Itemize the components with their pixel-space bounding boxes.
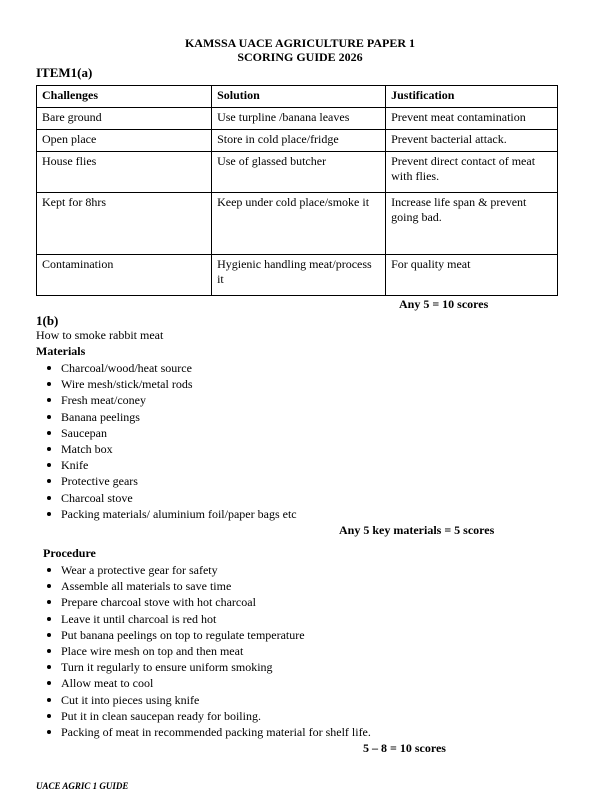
- table-cell: Increase life span & prevent going bad.: [386, 193, 558, 255]
- table-cell: Contamination: [37, 255, 212, 296]
- item-1a-score: Any 5 = 10 scores: [399, 297, 489, 311]
- table-cell: Kept for 8hrs: [37, 193, 212, 255]
- table-row: [37, 255, 558, 296]
- list-item: Leave it until charcoal is red hot: [36, 611, 371, 627]
- table-cell: Hygienic handling meat/process it: [212, 255, 386, 296]
- list-item: Fresh meat/coney: [36, 392, 297, 408]
- list-item: Charcoal stove: [36, 490, 297, 506]
- materials-list: [36, 360, 297, 522]
- table-cell: Open place: [37, 130, 212, 152]
- item-1b-intro: How to smoke rabbit meat: [36, 328, 164, 342]
- list-item: Protective gears: [36, 473, 297, 489]
- list-item: Wire mesh/stick/metal rods: [36, 376, 297, 392]
- procedure-list: [36, 562, 371, 740]
- list-item: Packing of meat in recommended packing material for shelf life.: [36, 724, 371, 740]
- table-cell: Prevent meat contamination: [386, 108, 558, 130]
- item-1a-label: ITEM1(a): [36, 65, 93, 80]
- table-cell: For quality meat: [386, 255, 558, 296]
- list-item: Put it in clean saucepan ready for boiling.: [36, 708, 371, 724]
- list-item: Cut it into pieces using knife: [36, 692, 371, 708]
- list-item: Turn it regularly to ensure uniform smoking: [36, 659, 371, 675]
- document-title: KAMSSA UACE AGRICULTURE PAPER 1: [184, 36, 416, 50]
- item-1b-label: 1(b): [36, 313, 59, 328]
- list-item: Place wire mesh on top and then meat: [36, 643, 371, 659]
- table-cell: Prevent direct contact of meat with flies.: [386, 152, 558, 193]
- table-cell: Prevent bacterial attack.: [386, 130, 558, 152]
- table-cell: Store in cold place/fridge: [212, 130, 386, 152]
- list-item: Prepare charcoal stove with hot charcoal: [36, 594, 371, 610]
- procedure-heading: Procedure: [43, 546, 96, 560]
- table-row: [37, 108, 558, 130]
- table-cell: Use of glassed butcher: [212, 152, 386, 193]
- table-header-cell: Solution: [212, 86, 386, 108]
- procedure-score: 5 – 8 = 10 scores: [363, 741, 446, 755]
- list-item: Wear a protective gear for safety: [36, 562, 371, 578]
- table-cell: Bare ground: [37, 108, 212, 130]
- list-item: Allow meat to cool: [36, 675, 371, 691]
- table-row: [37, 193, 558, 255]
- table-header-cell: Challenges: [37, 86, 212, 108]
- table-cell: Use turpline /banana leaves: [212, 108, 386, 130]
- table-row: [37, 152, 558, 193]
- document-subtitle: SCORING GUIDE 2026: [237, 50, 363, 64]
- page-footer: UACE AGRIC 1 GUIDE: [36, 781, 129, 791]
- materials-score: Any 5 key materials = 5 scores: [339, 523, 495, 537]
- list-item: Charcoal/wood/heat source: [36, 360, 297, 376]
- table-header-cell: Justification: [386, 86, 558, 108]
- list-item: Put banana peelings on top to regulate temperature: [36, 627, 371, 643]
- table-cell: House flies: [37, 152, 212, 193]
- table-row: [37, 130, 558, 152]
- list-item: Match box: [36, 441, 297, 457]
- list-item: Knife: [36, 457, 297, 473]
- list-item: Assemble all materials to save time: [36, 578, 371, 594]
- list-item: Banana peelings: [36, 409, 297, 425]
- table-header-row: [37, 86, 558, 108]
- list-item: Packing materials/ aluminium foil/paper bags etc: [36, 506, 297, 522]
- table-cell: Keep under cold place/smoke it: [212, 193, 386, 255]
- list-item: Saucepan: [36, 425, 297, 441]
- materials-heading: Materials: [36, 344, 86, 358]
- challenges-table: [36, 85, 558, 296]
